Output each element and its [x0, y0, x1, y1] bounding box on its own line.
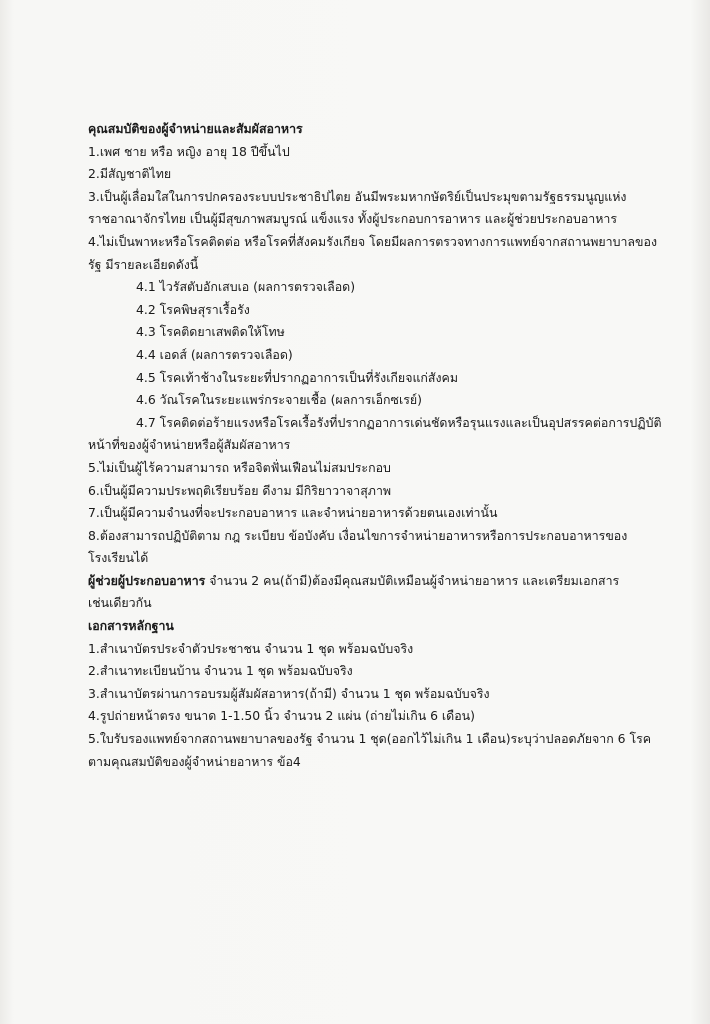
- qualifications-heading: คุณสมบัติของผู้จำหน่ายและสัมผัสอาหาร: [88, 121, 303, 136]
- qualification-item: 1.เพศ ชาย หรือ หญิง อายุ 18 ปีขึ้นไป: [88, 143, 290, 159]
- assistant-paragraph: [88, 570, 668, 593]
- qualification-item-cont: ราชอาณาจักรไทย เป็นผู้มีสุขภาพสมบูรณ์ แข็งแรง ทั้งผู้ประกอบการอาหาร และผู้ช่วยประกอบอาหาร: [88, 211, 618, 227]
- assistant-text-cont: เช่นเดียวกัน: [88, 595, 152, 611]
- qualification-item: 4.ไม่เป็นพาหะหรือโรคติดต่อ หรือโรคที่สังคมรังเกียจ โดยมีผลการตรวจทางการแพทย์จากสถานพยาบาลของ: [88, 233, 657, 249]
- document-item: 1.สำเนาบัตรประจำตัวประชาชน จำนวน 1 ชุด พร้อมฉบับจริง: [88, 640, 414, 656]
- document-item: 2.สำเนาทะเบียนบ้าน จำนวน 1 ชุด พร้อมฉบับจริง: [88, 663, 353, 679]
- disease-item: 4.5 โรคเท้าช้างในระยะที่ปรากฏอาการเป็นที่รังเกียจแก่สังคม: [136, 369, 459, 385]
- document-item: 5.ใบรับรองแพทย์จากสถานพยาบาลของรัฐ จำนวน 1 ชุด(ออกไว้ไม่เกิน 1 เดือน)ระบุว่าปลอดภัยจาก 6 โรค: [88, 731, 652, 747]
- document-body: [88, 118, 668, 773]
- qualification-item: 8.ต้องสามารถปฏิบัติตาม กฎ ระเบียบ ข้อบังคับ เงื่อนไขการจำหน่ายอาหารหรือการประกอบอาหารของ: [88, 527, 628, 543]
- disease-item: 4.3 โรคติดยาเสพติดให้โทษ: [136, 324, 285, 340]
- assistant-label: ผู้ช่วยผู้ประกอบอาหาร: [88, 572, 206, 588]
- qualification-item-cont: โรงเรียนได้: [88, 550, 149, 566]
- document-item: 3.สำเนาบัตรผ่านการอบรมผู้สัมผัสอาหาร(ถ้ามี) จำนวน 1 ชุด พร้อมฉบับจริง: [88, 685, 490, 701]
- assistant-text: จำนวน 2 คน(ถ้ามี)ต้องมีคุณสมบัติเหมือนผู้จำหน่ายอาหาร และเตรียมเอกสาร: [205, 572, 620, 588]
- disease-item: 4.2 โรคพิษสุราเรื้อรัง: [136, 301, 250, 317]
- disease-item: 4.4 เอดส์ (ผลการตรวจเลือด): [136, 346, 293, 362]
- qualification-item: 6.เป็นผู้มีความประพฤติเรียบร้อย ดีงาม มีกิริยาวาจาสุภาพ: [88, 482, 392, 498]
- qualification-item: 2.มีสัญชาติไทย: [88, 166, 172, 182]
- qualification-item: 5.ไม่เป็นผู้ไร้ความสามารถ หรือจิตฟั่นเฟือนไม่สมประกอบ: [88, 459, 391, 475]
- qualification-item: 3.เป็นผู้เลื่อมใสในการปกครองระบบประชาธิปไตย อันมีพระมหากษัตริย์เป็นประมุขตามรัฐธรรมนูญแห่ง: [88, 188, 627, 204]
- disease-item: 4.7 โรคติดต่อร้ายแรงหรือโรคเรื้อรังที่ปรากฏอาการเด่นชัดหรือรุนแรงและเป็นอุปสรรคต่อการปฏิบัติ: [136, 414, 662, 430]
- qualification-item: 7.เป็นผู้มีความจำนงที่จะประกอบอาหาร และจำหน่ายอาหารด้วยตนเองเท่านั้น: [88, 505, 498, 521]
- qualification-item-cont: หน้าที่ของผู้จำหน่ายหรือผู้สัมผัสอาหาร: [88, 437, 291, 453]
- documents-heading: เอกสารหลักฐาน: [88, 618, 174, 634]
- disease-item: 4.1 ไวรัสตับอักเสบเอ (ผลการตรวจเลือด): [136, 279, 356, 295]
- document-item-cont: ตามคุณสมบัติของผู้จำหน่ายอาหาร ข้อ4: [88, 753, 301, 769]
- qualification-item-cont: รัฐ มีรายละเอียดดังนี้: [88, 256, 199, 272]
- disease-item: 4.6 วัณโรคในระยะแพร่กระจายเชื้อ (ผลการเอ็กซเรย์): [136, 392, 422, 408]
- document-item: 4.รูปถ่ายหน้าตรง ขนาด 1-1.50 นิ้ว จำนวน 2 แผ่น (ถ่ายไม่เกิน 6 เดือน): [88, 708, 475, 724]
